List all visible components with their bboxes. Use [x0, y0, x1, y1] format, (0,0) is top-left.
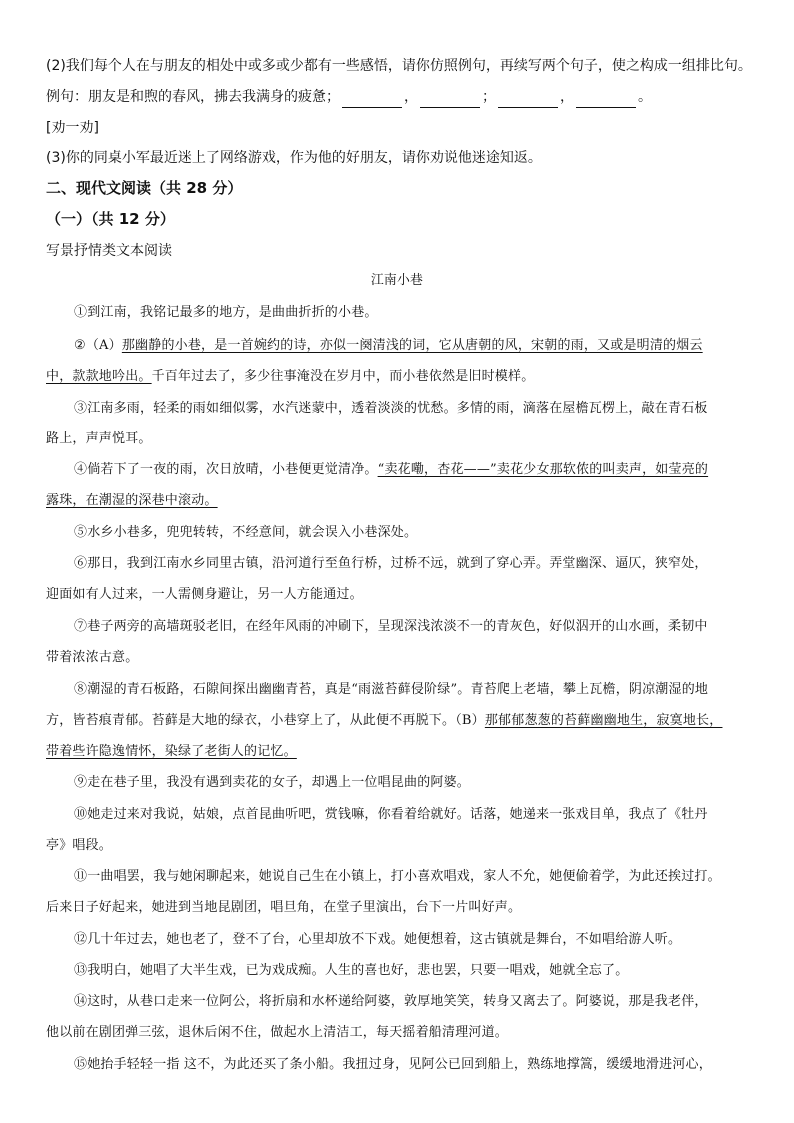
paragraph-11-line-1: ⑪一曲唱罢，我与她闲聊起来，她说自己生在小镇上，打小喜欢唱戏，家人不允，她便偷着学，为此还挨过打。 — [74, 869, 721, 884]
paragraph-13: ⑬我明白，她唱了大半生戏，已为戏成痴。人生的喜也好，悲也罢，只要一唱戏，她就全忘了。 — [74, 963, 629, 978]
paragraph-6-line-1: ⑥那日，我到江南水乡同里古镇，沿河道行至鱼行桥，过桥不远，就到了穿心弄。弄堂幽深、逼仄，狭窄处， — [74, 556, 708, 571]
question-2: (2)我们每个人在与朋友的相处中或多或少都有一些感悟，请你仿照例句，再续写两个句子，使之构成一组排比句。 — [46, 58, 752, 74]
paragraph-10-line-2: 亭》唱段。 — [46, 838, 113, 853]
paragraph-1: ①到江南，我铭记最多的地方，是曲曲折折的小巷。 — [74, 305, 378, 320]
article-title: 江南小巷 — [370, 273, 424, 288]
paragraph-2-line-1 — [74, 335, 703, 357]
paragraph-2-rest: 千百年过去了，多少往事淹没在岁月中，而小巷依然是旧时模样。 — [151, 369, 535, 384]
paragraph-3-line-2: 路上，声声悦耳。 — [46, 431, 152, 446]
underlined-sentence-a: 那幽静的小巷，是一首婉约的诗，亦似一阕清浅的词，它从唐朝的风，宋朝的雨，又或是明清的烟云 — [121, 338, 703, 353]
paragraph-4-line-1 — [74, 459, 708, 481]
example-sep-3: ， — [560, 89, 574, 105]
paragraph-7-line-1: ⑦巷子两旁的高墙斑驳老旧，在经年风雨的冲刷下，呈现深浅浓淡不一的青灰色，好似泅开的山水画，柔韧中 — [74, 619, 708, 634]
subsection-heading: （一）（共 12 分） — [46, 210, 175, 228]
underlined-sentence-b-end: 带着些许隐逸情怀，染绿了老街人的记忆。 — [46, 744, 297, 759]
paragraph-14-line-1: ⑭这时，从巷口走来一位阿公，将折扇和水杯递给阿婆，敦厚地笑笑，转身又离去了。阿婆说，那是我老伴， — [74, 994, 708, 1009]
paragraph-3-line-1: ③江南多雨，轻柔的雨如细似雾，水汽迷蒙中，透着淡淡的忧愁。多情的雨，滴落在屋檐瓦楞上，敲在青石板 — [74, 401, 708, 416]
paragraph-8-line-1: ⑧潮湿的青石板路，石隙间探出幽幽青苔，真是“雨滋苔藓侵阶绿”。青苔爬上老墙，攀上瓦檐，阴凉潮湿的地 — [74, 682, 709, 697]
section-heading: 二、现代文阅读（共 28 分） — [46, 179, 243, 197]
example-sep-2: ； — [482, 89, 496, 105]
genre-label: 写景抒情类文本阅读 — [46, 243, 172, 259]
paragraph-14-line-2: 他以前在剧团弹三弦，退休后闲不住，做起水上清洁工，每天摇着船清理河道。 — [46, 1025, 509, 1040]
paragraph-5: ⑤水乡小巷多，兜兜转转，不经意间，就会误入小巷深处。 — [74, 525, 418, 540]
paragraph-6-line-2: 迎面如有人过来，一人需侧身避让，另一人方能通过。 — [46, 587, 363, 602]
underlined-sentence-b: 那郁郁葱葱的苔藓幽幽地生，寂寞地长， — [484, 713, 723, 728]
paragraph-8-middle: 方，皆苔痕青郁。苔藓是大地的绿衣，小巷穿上了，从此便不再脱下。（B） — [46, 713, 485, 728]
paragraph-8-line-2 — [46, 710, 722, 732]
paragraph-12: ⑫几十年过去，她也老了，登不了台，心里却放不下戏。她便想着，这古镇就是舞台，不如唱给游人听。 — [74, 932, 682, 947]
paragraph-9: ⑨走在巷子里，我没有遇到卖花的女子，却遇上一位唱昆曲的阿婆。 — [74, 775, 471, 790]
question-3: (3)你的同桌小军最近迷上了网络游戏，作为他的好朋友，请你劝说他迷途知返。 — [46, 150, 542, 166]
paragraph-10-line-1: ⑩她走过来对我说，姑娘，点首昆曲听吧，赏钱嘛，你看着给就好。话落，她递来一张戏目单，我点了《牡丹 — [74, 807, 708, 822]
answer-blank-2[interactable] — [420, 93, 480, 108]
underlined-sentence-a-end: 中，款款地吟出。 — [46, 369, 152, 384]
underlined-sentence-flower-end: 露珠，在潮湿的深巷中滚动。 — [46, 493, 218, 508]
paragraph-8-line-3 — [46, 741, 297, 763]
paragraph-4-line-2 — [46, 490, 218, 512]
paragraph-2-line-2 — [46, 366, 534, 388]
underlined-sentence-flower: “卖花嘞，杏花——”卖花少女那软侬的叫卖声，如莹亮的 — [377, 462, 709, 477]
paragraph-2-marker: ②（A） — [74, 338, 122, 353]
paragraph-7-line-2: 带着浓浓古意。 — [46, 650, 139, 665]
example-sep-1: ， — [404, 89, 418, 105]
paragraph-4-start: ④倘若下了一夜的雨，次日放晴，小巷便更觉清净。 — [74, 462, 378, 477]
paragraph-11-line-2: 后来日子好起来，她进到当地昆剧团，唱旦角，在堂子里演出，台下一片叫好声。 — [46, 900, 522, 915]
answer-blank-4[interactable] — [576, 93, 636, 108]
answer-blank-3[interactable] — [498, 93, 558, 108]
example-sentence — [46, 86, 652, 108]
paragraph-15: ⑮她抬手轻轻一指 这不，为此还买了条小船。我扭过身，见阿公已回到船上，熟练地撑篙，缓缓地滑进河心， — [74, 1057, 712, 1072]
example-prefix: 例句：朋友是和煦的春风，拂去我满身的疲惫； — [46, 89, 340, 105]
quan-label: [劝一劝] — [46, 120, 99, 136]
answer-blank-1[interactable] — [342, 93, 402, 108]
example-sep-4: 。 — [638, 89, 652, 105]
